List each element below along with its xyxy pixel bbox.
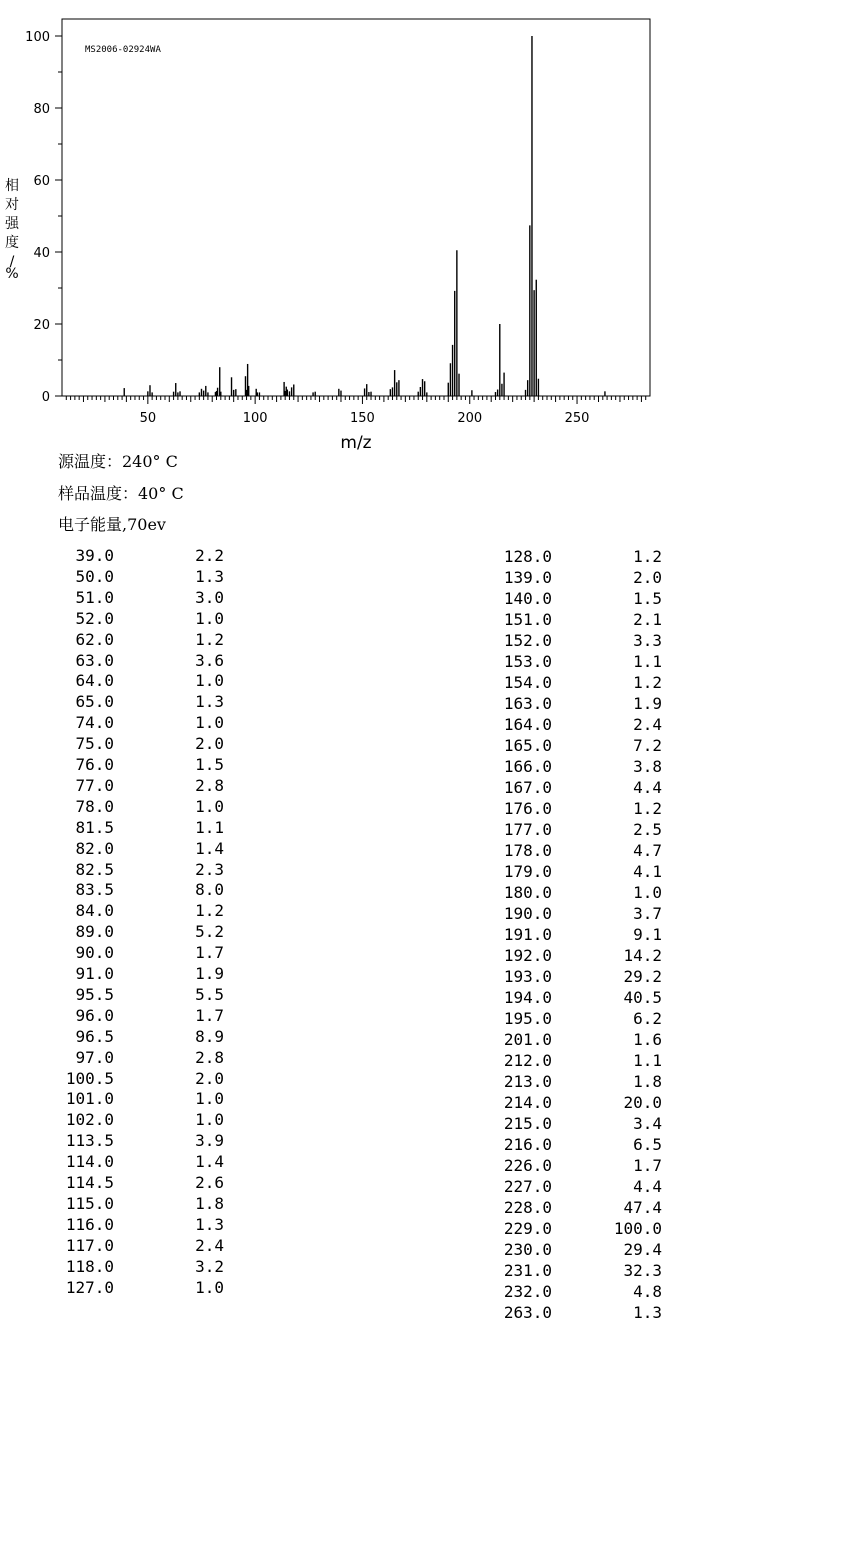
- x-tick-label: 150: [350, 411, 375, 426]
- y-tick-label: 80: [33, 102, 50, 117]
- peak-mz: 194.0: [503, 988, 552, 1007]
- peak-abundance: 8.9: [195, 1026, 224, 1046]
- peak-mz: 50.0: [75, 566, 114, 586]
- peak-mz: 263.0: [503, 1303, 552, 1322]
- peak-mz: 167.0: [503, 778, 552, 797]
- peak-mz: 195.0: [503, 1009, 552, 1028]
- sample-temperature: 样品温度：40° C: [58, 484, 184, 503]
- peak-abundance: 4.1: [633, 862, 662, 881]
- peak-mz: 96.0: [75, 1005, 114, 1025]
- electron-energy: 电子能量,70ev: [58, 515, 166, 534]
- peak-mz: 63.0: [75, 650, 114, 670]
- peak-abundance: 40.5: [623, 988, 662, 1007]
- peak-abundance: 2.1: [633, 610, 662, 629]
- peak-mz: 100.5: [65, 1068, 114, 1088]
- peak-mz: 190.0: [503, 904, 552, 923]
- peak-mz: 153.0: [503, 652, 552, 671]
- peak-mz: 228.0: [503, 1198, 552, 1217]
- peak-abundance: 100.0: [613, 1219, 662, 1238]
- spectrum-peaks: [124, 36, 605, 396]
- peak-abundance: 5.5: [195, 984, 224, 1004]
- peak-abundance: 4.7: [633, 841, 662, 860]
- peak-mz: 113.5: [65, 1131, 114, 1151]
- peak-abundance: 1.4: [195, 838, 224, 858]
- y-axis-label-char: 对: [5, 197, 19, 213]
- y-tick-label: 0: [41, 390, 50, 405]
- peak-mz: 64.0: [75, 671, 114, 691]
- peak-abundance: 2.0: [195, 1068, 224, 1088]
- peak-mz: 115.0: [65, 1193, 114, 1213]
- peak-abundance: 1.5: [195, 755, 224, 774]
- peak-mz: 201.0: [503, 1030, 552, 1049]
- peak-abundance: 1.8: [195, 1193, 224, 1213]
- peak-abundance: 1.0: [195, 608, 224, 628]
- peak-mz: 101.0: [65, 1089, 114, 1109]
- peak-mz: 178.0: [503, 841, 552, 860]
- peak-mz: 192.0: [503, 946, 552, 965]
- peak-mz: 102.0: [65, 1110, 114, 1130]
- peak-abundance: 1.0: [195, 713, 224, 733]
- y-tick-label: 40: [33, 246, 50, 261]
- peak-abundance: 1.2: [633, 799, 662, 818]
- peak-abundance: 29.2: [623, 967, 662, 986]
- peak-abundance: 4.4: [633, 778, 662, 797]
- peak-abundance: 1.0: [633, 883, 662, 902]
- peak-abundance: 3.4: [633, 1114, 662, 1133]
- peak-abundance: 9.1: [633, 925, 662, 944]
- peak-abundance: 3.0: [195, 587, 224, 607]
- y-tick-label: 20: [33, 318, 50, 333]
- y-axis-label-char: /: [9, 254, 15, 270]
- y-axis-label-char: %: [5, 266, 19, 282]
- peak-mz: 165.0: [503, 736, 552, 755]
- peak-abundance: 2.4: [195, 1235, 224, 1255]
- peak-mz: 95.5: [75, 984, 114, 1004]
- peak-mz: 232.0: [503, 1282, 552, 1301]
- y-axis-label-char: 强: [5, 216, 19, 232]
- peak-mz: 139.0: [503, 568, 552, 587]
- peak-abundance: 20.0: [623, 1093, 662, 1112]
- peak-mz: 180.0: [503, 883, 552, 902]
- peak-abundance: 8.0: [195, 880, 224, 900]
- peak-mz: 82.5: [75, 859, 114, 879]
- peak-abundance: 1.2: [195, 629, 224, 649]
- peak-mz: 76.0: [75, 755, 114, 774]
- peak-abundance: 1.9: [633, 694, 662, 713]
- peak-abundance: 2.4: [633, 715, 662, 734]
- peak-mz: 75.0: [75, 734, 114, 754]
- peak-abundance: 14.2: [623, 946, 662, 965]
- peak-mz: 151.0: [503, 610, 552, 629]
- y-axis-label-char: 度: [5, 235, 19, 251]
- peak-mz: 191.0: [503, 925, 552, 944]
- peak-mz: 163.0: [503, 694, 552, 713]
- peak-mz: 154.0: [503, 673, 552, 692]
- peak-mz: 89.0: [75, 922, 114, 942]
- peak-mz: 77.0: [75, 775, 114, 795]
- peak-abundance: 6.2: [633, 1009, 662, 1028]
- peak-mz: 230.0: [503, 1240, 552, 1259]
- peak-abundance: 2.8: [195, 1047, 224, 1067]
- peak-abundance: 1.0: [195, 1110, 224, 1130]
- peak-abundance: 3.8: [633, 757, 662, 776]
- peak-mz: 177.0: [503, 820, 552, 839]
- x-axis-ticks: [66, 396, 645, 426]
- peak-abundance: 1.3: [633, 1303, 662, 1322]
- peak-abundance: 3.7: [633, 904, 662, 923]
- peak-mz: 82.0: [75, 838, 114, 858]
- peak-abundance: 2.5: [633, 820, 662, 839]
- peak-abundance: 1.7: [195, 1005, 224, 1025]
- y-tick-label: 60: [33, 174, 50, 189]
- peak-mz: 81.5: [75, 817, 114, 837]
- x-axis-label: m/z: [340, 433, 372, 453]
- peak-mz: 213.0: [503, 1072, 552, 1091]
- peak-abundance: 1.6: [633, 1030, 662, 1049]
- peak-abundance: 2.2: [195, 546, 224, 565]
- peak-abundance: 1.2: [633, 547, 662, 566]
- peak-abundance: 6.5: [633, 1135, 662, 1154]
- peak-abundance: 1.0: [195, 796, 224, 816]
- peak-mz: 83.5: [75, 880, 114, 900]
- peak-abundance: 1.0: [195, 1089, 224, 1109]
- peak-abundance: 2.0: [633, 568, 662, 587]
- peak-mz: 215.0: [503, 1114, 552, 1133]
- peak-mz: 227.0: [503, 1177, 552, 1196]
- peak-mz: 117.0: [65, 1235, 114, 1255]
- peak-abundance: 7.2: [633, 736, 662, 755]
- peak-abundance: 3.9: [195, 1131, 224, 1151]
- peak-abundance: 1.1: [633, 652, 662, 671]
- peak-abundance: 2.6: [195, 1173, 224, 1192]
- peak-abundance: 1.3: [195, 1214, 224, 1234]
- peak-mz: 229.0: [503, 1219, 552, 1238]
- peak-abundance: 1.0: [195, 671, 224, 691]
- peak-abundance: 2.8: [195, 775, 224, 795]
- peak-abundance: 3.2: [195, 1256, 224, 1276]
- peak-abundance: 29.4: [623, 1240, 662, 1259]
- peak-abundance: 2.3: [195, 859, 224, 879]
- peak-mz: 84.0: [75, 901, 114, 921]
- peak-mz: 193.0: [503, 967, 552, 986]
- peak-mz: 127.0: [65, 1277, 114, 1297]
- peak-abundance: 1.7: [195, 943, 224, 963]
- peak-abundance: 1.1: [195, 817, 224, 837]
- peak-abundance: 4.4: [633, 1177, 662, 1196]
- peak-abundance: 1.3: [195, 566, 224, 586]
- peak-abundance: 1.8: [633, 1072, 662, 1091]
- peak-mz: 231.0: [503, 1261, 552, 1280]
- peak-abundance: 1.2: [195, 901, 224, 921]
- peak-abundance: 1.9: [195, 964, 224, 983]
- peak-mz: 179.0: [503, 862, 552, 881]
- peak-abundance: 4.8: [633, 1282, 662, 1301]
- peak-abundance: 2.0: [195, 734, 224, 754]
- peak-abundance: 1.5: [633, 589, 662, 608]
- peak-abundance: 3.6: [195, 650, 224, 670]
- peak-abundance: 1.1: [633, 1051, 662, 1070]
- peak-mz: 116.0: [65, 1214, 114, 1234]
- peak-mz: 65.0: [75, 692, 114, 712]
- peak-abundance: 1.7: [633, 1156, 662, 1175]
- peak-mz: 212.0: [503, 1051, 552, 1070]
- peak-mz: 62.0: [75, 629, 114, 649]
- y-axis-label: [5, 177, 20, 282]
- x-tick-label: 250: [564, 411, 590, 426]
- peak-abundance: 47.4: [623, 1198, 662, 1217]
- peak-mz: 128.0: [503, 547, 552, 566]
- peak-mz: 176.0: [503, 799, 552, 818]
- peak-mz: 164.0: [503, 715, 552, 734]
- peak-mz: 51.0: [75, 587, 114, 607]
- y-tick-label: 100: [25, 30, 50, 45]
- peak-mz: 140.0: [503, 589, 552, 608]
- peak-abundance: 32.3: [623, 1261, 662, 1280]
- peak-mz: 52.0: [75, 608, 114, 628]
- peak-mz: 96.5: [75, 1026, 114, 1046]
- peak-mz: 74.0: [75, 713, 114, 733]
- peak-mz: 226.0: [503, 1156, 552, 1175]
- peak-mz: 114.0: [65, 1152, 114, 1172]
- spectrum-id-label: MS2006-02924WA: [85, 45, 161, 55]
- source-temperature: 源温度：240° C: [58, 452, 178, 471]
- peak-abundance: 1.3: [195, 692, 224, 712]
- peak-mz: 39.0: [75, 546, 114, 565]
- y-axis-label-char: 相: [5, 178, 19, 194]
- peak-abundance: 1.4: [195, 1152, 224, 1172]
- peak-mz: 90.0: [75, 943, 114, 963]
- peak-abundance: 5.2: [195, 922, 224, 942]
- peak-mz: 216.0: [503, 1135, 552, 1154]
- x-tick-label: 100: [242, 411, 268, 426]
- peak-mz: 118.0: [65, 1256, 114, 1276]
- x-tick-label: 200: [457, 411, 483, 426]
- peak-mz: 78.0: [75, 796, 114, 816]
- y-axis-ticks: [25, 30, 62, 405]
- mass-spectrum-chart: [0, 0, 850, 460]
- peak-abundance: 1.2: [633, 673, 662, 692]
- x-tick-label: 50: [139, 411, 157, 426]
- peak-mz: 214.0: [503, 1093, 552, 1112]
- peak-mz: 152.0: [503, 631, 552, 650]
- peak-mz: 97.0: [75, 1047, 114, 1067]
- peak-mz: 114.5: [65, 1173, 114, 1192]
- peak-abundance: 3.3: [633, 631, 662, 650]
- plot-frame: [62, 19, 650, 396]
- peak-mz: 91.0: [75, 964, 114, 983]
- peak-abundance: 1.0: [195, 1277, 224, 1297]
- peak-mz: 166.0: [503, 757, 552, 776]
